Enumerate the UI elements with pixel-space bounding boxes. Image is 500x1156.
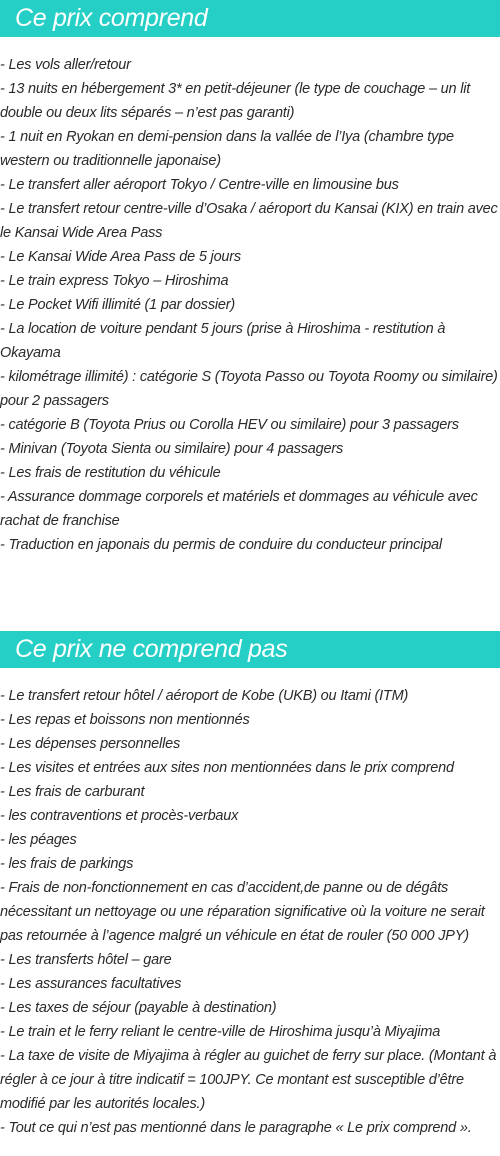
list-item: - La location de voiture pendant 5 jours (prise à Hiroshima - restitution à Okayama [0, 321, 446, 361]
list-item: - Les repas et boissons non mentionnés [0, 712, 250, 728]
list-item: - Traduction en japonais du permis de conduire du conducteur principal [0, 537, 442, 553]
list-item: - Le train et le ferry reliant le centre-ville de Hiroshima jusqu’à Miyajima [0, 1024, 441, 1040]
price-includes-list [0, 53, 500, 557]
list-item: - les contraventions et procès-verbaux [0, 808, 239, 824]
list-item: - Les taxes de séjour (payable à destination) [0, 1000, 277, 1016]
list-item: - Les assurances facultatives [0, 976, 182, 992]
list-item: - Tout ce qui n’est pas mentionné dans le paragraphe « Le prix comprend ». [0, 1120, 472, 1136]
list-item: - Les frais de restitution du véhicule [0, 465, 221, 481]
list-item: - 13 nuits en hébergement 3* en petit-déjeuner (le type de couchage – un lit double ou deux lits séparés – n’est pas garanti) [0, 81, 471, 121]
list-item: - Assurance dommage corporels et matériels et dommages au véhicule avec rachat de franchise [0, 489, 478, 529]
list-item: - Les dépenses personnelles [0, 736, 180, 752]
list-item: - catégorie B (Toyota Prius ou Corolla HEV ou similaire) pour 3 passagers [0, 417, 459, 433]
price-excludes-section [0, 631, 500, 1140]
list-item: - Les vols aller/retour [0, 57, 131, 73]
list-item: - Les frais de carburant [0, 784, 145, 800]
list-item: - Le transfert retour centre-ville d’Osaka / aéroport du Kansai (KIX) en train avec le Kansai Wide Area Pass [0, 201, 498, 241]
list-item: - Minivan (Toyota Sienta ou similaire) pour 4 passagers [0, 441, 344, 457]
list-item: - Les transferts hôtel – gare [0, 952, 172, 968]
list-item: - Le transfert retour hôtel / aéroport de Kobe (UKB) ou Itami (ITM) [0, 688, 409, 704]
price-includes-heading: Ce prix comprend [0, 0, 500, 37]
list-item: - Le train express Tokyo – Hiroshima [0, 273, 229, 289]
price-includes-section [0, 0, 500, 557]
list-item: - Le Kansai Wide Area Pass de 5 jours [0, 249, 241, 265]
list-item: - Les visites et entrées aux sites non mentionnées dans le prix comprend [0, 760, 454, 776]
list-item: - Le transfert aller aéroport Tokyo / Centre-ville en limousine bus [0, 177, 399, 193]
list-item: - Le Pocket Wifi illimité (1 par dossier) [0, 297, 236, 313]
list-item: - 1 nuit en Ryokan en demi-pension dans la vallée de l’Iya (chambre type western ou traditionnelle japonaise) [0, 129, 454, 169]
price-excludes-heading: Ce prix ne comprend pas [0, 631, 500, 668]
list-item: - les péages [0, 832, 77, 848]
list-item: - les frais de parkings [0, 856, 134, 872]
list-item: - kilométrage illimité) : catégorie S (Toyota Passo ou Toyota Roomy ou similaire) pour 2 passagers [0, 369, 498, 409]
list-item: - La taxe de visite de Miyajima à régler au guichet de ferry sur place. (Montant à régler à ce jour à titre indicatif = 100JPY. Ce montant est susceptible d’être modifié par les autorités locales.) [0, 1048, 497, 1112]
list-item: - Frais de non-fonctionnement en cas d’accident,de panne ou de dégâts nécessitant un nettoyage ou une réparation significative où la voiture ne serait pas retournée à l’agence malgré un véhicule en état de rouler (50 000 JPY) [0, 880, 485, 944]
price-excludes-list [0, 684, 500, 1140]
